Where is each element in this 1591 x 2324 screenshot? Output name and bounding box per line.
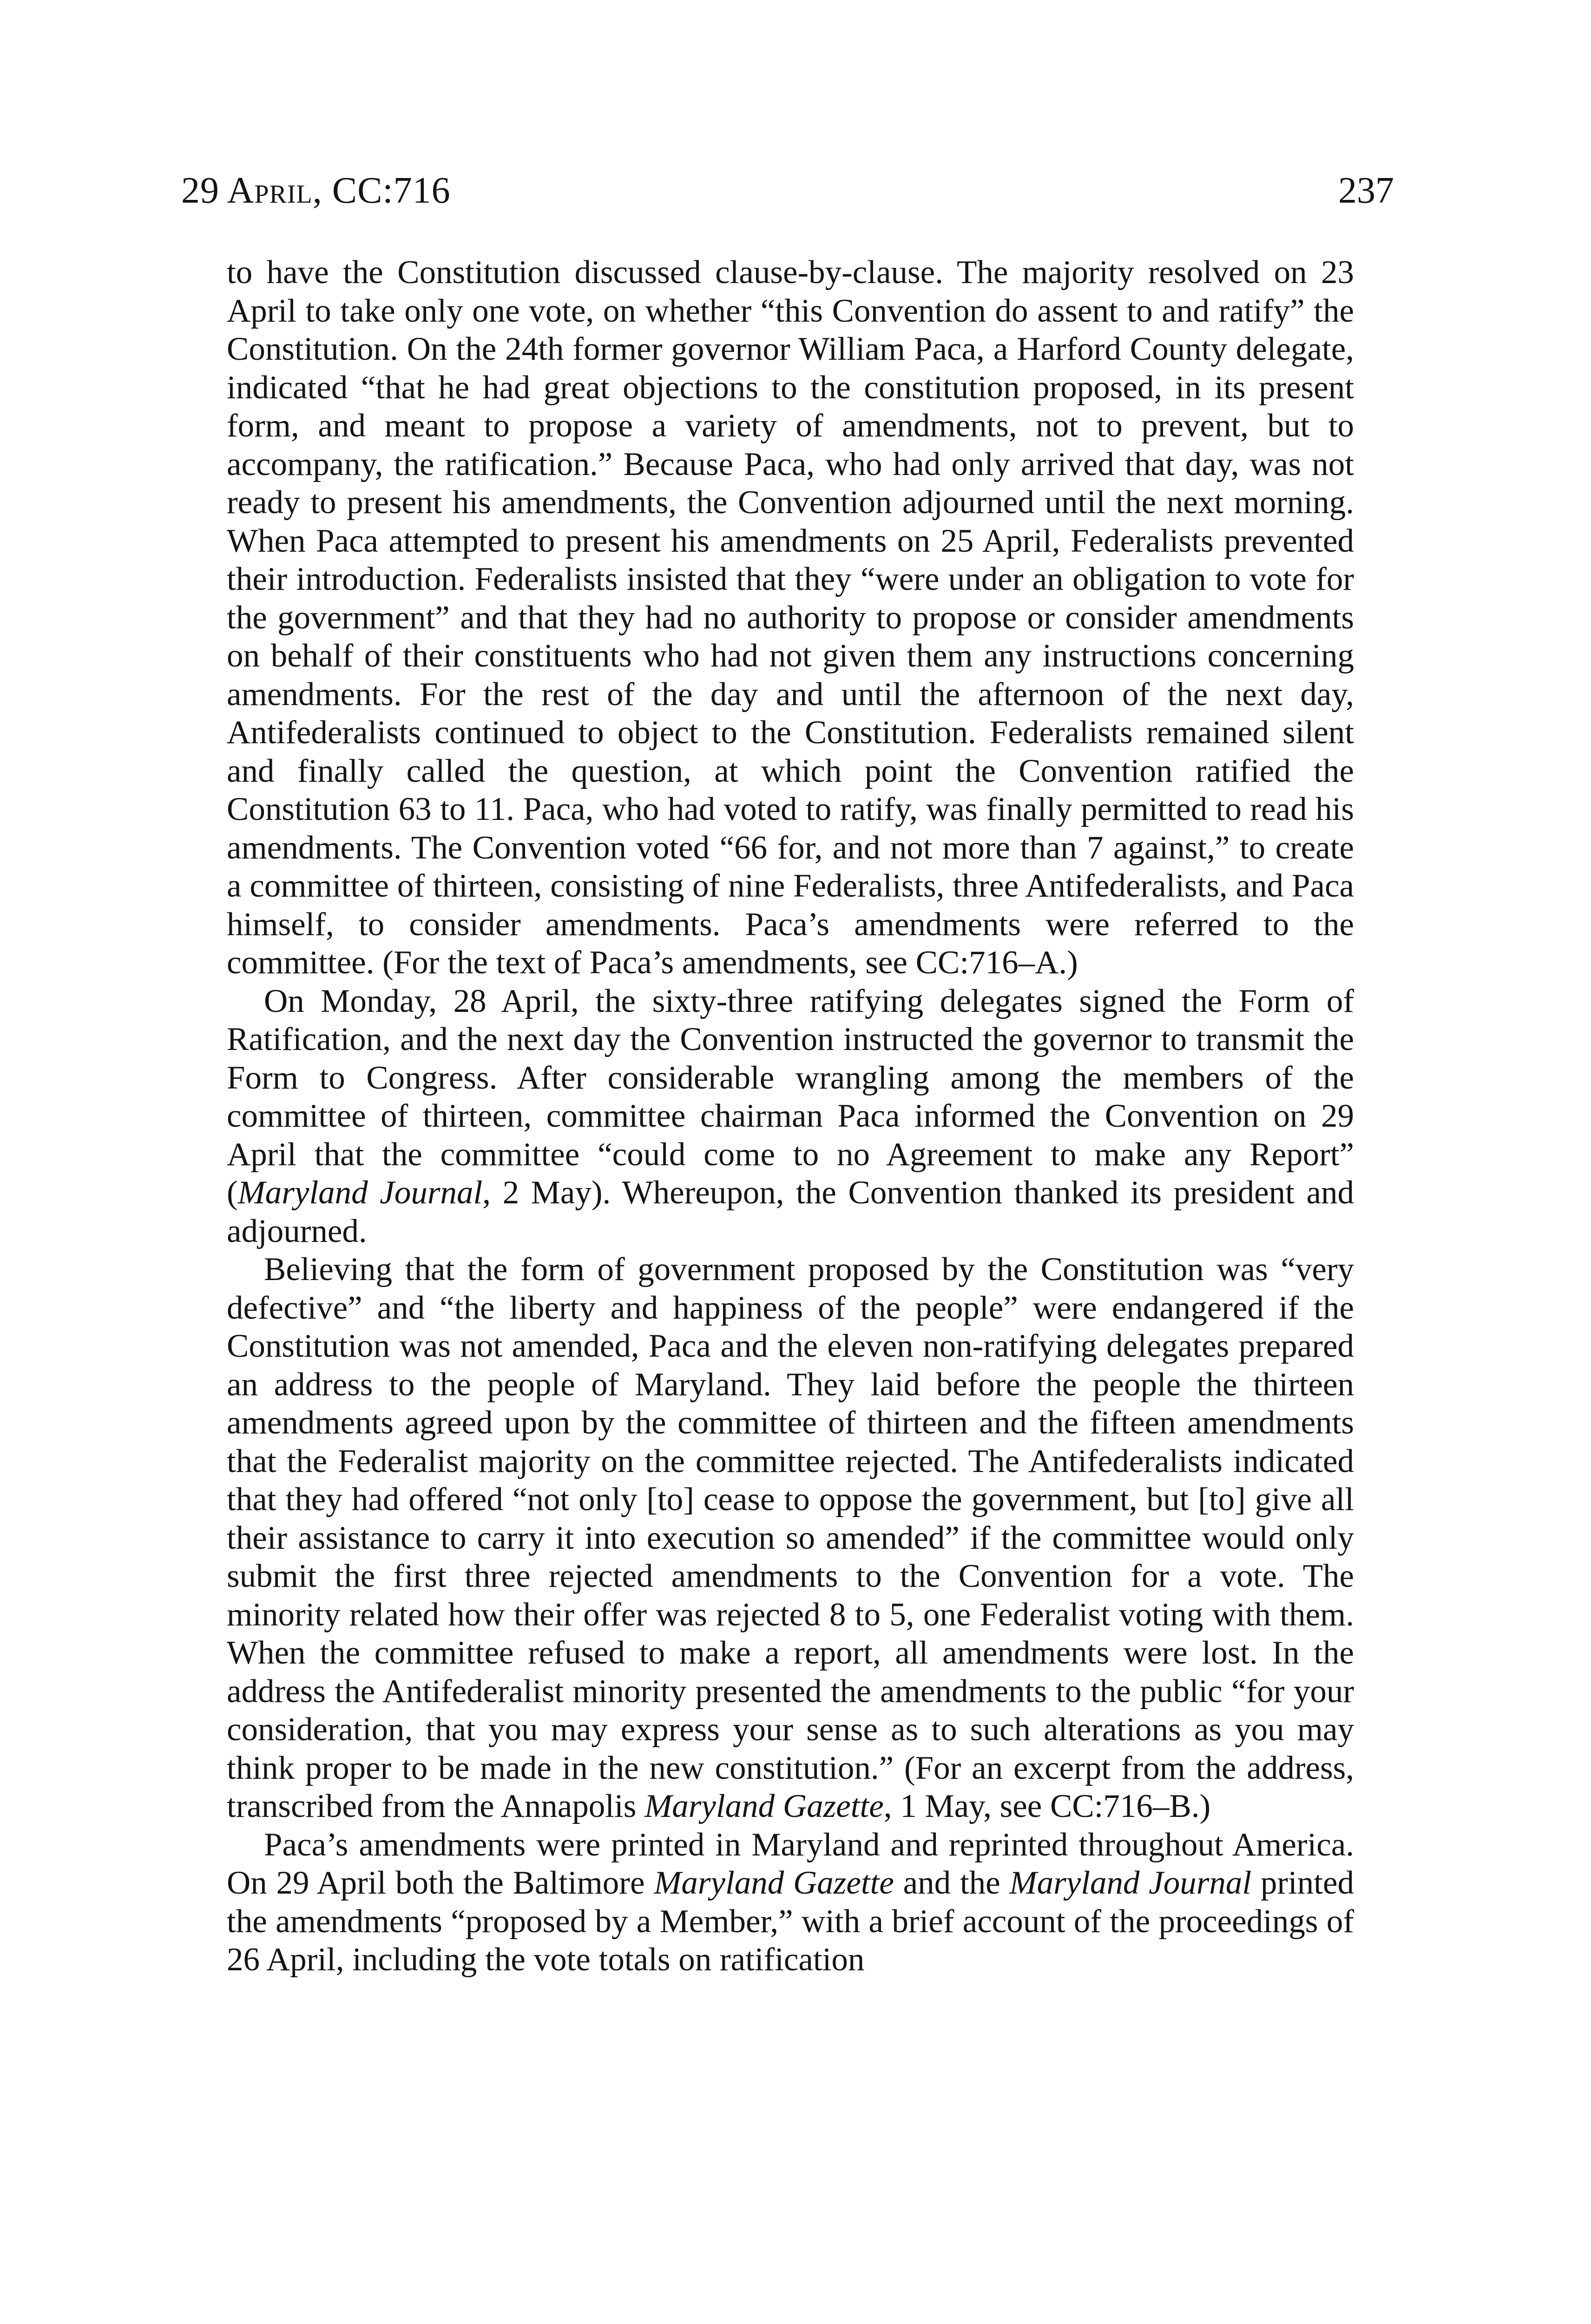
paragraph-2-italic-title: Maryland Journal (237, 1175, 483, 1211)
running-head-title: 29 April, CC:716 (181, 170, 451, 211)
body-text (227, 253, 1354, 1979)
paragraph-3 (227, 1250, 1354, 1826)
paragraph-4-text-c: printed the amendments “proposed by a Member,” with a brief account of the proceedings of 26 April, including the vote totals on ratification (227, 1865, 1354, 1978)
paragraph-4-text-a: Paca’s amendments were printed in Maryland and reprinted throughout America. On 29 April both the Baltimore (227, 1826, 1354, 1901)
paragraph-2 (227, 982, 1354, 1251)
paragraph-3-text-b: , 1 May, see CC:716–B.) (883, 1788, 1211, 1824)
paragraph-4-italic-title-2: Maryland Journal (1009, 1865, 1252, 1901)
paragraph-4 (227, 1826, 1354, 1979)
paragraph-3-italic-title: Maryland Gazette (644, 1788, 884, 1824)
paragraph-2-text-a: On Monday, 28 April, the sixty-three ratifying delegates signed the Form of Ratification, and the next day the Convention instructed the governor to transmit the Form to Congress. After considerable wrangling among the members of the committee of thirteen, committee chairman Paca informed the Convention on 29 April that the committee “could come to no Agreement to make any Report” ( (227, 983, 1354, 1211)
paragraph-1 (227, 253, 1354, 982)
running-head (181, 165, 1394, 216)
page-number: 237 (1338, 170, 1394, 211)
paragraph-3-text-a: Believing that the form of government proposed by the Constitution was “very defective” and “the liberty and happiness of the people” were endangered if the Constitution was not amended, Paca and the eleven non-ratifying delegates prepared an address to the people of Maryland. They laid before the people the thirteen amendments agreed upon by the committee of thirteen and the fifteen amendments that the Federalist majority on the committee rejected. The Antifederalists indicated that they had offered “not only [to] cease to oppose the government, but [to] give all their assistance to carry it into execution so amended” if the committee would only submit the first three rejected amendments to the Convention for a vote. The minority related how their offer was rejected 8 to 5, one Federalist voting with them. When the committee refused to make a report, all amendments were lost. In the address the Antifederalist minority presented the amendments to the public “for your consideration, that you may express your sense as to such alterations as you may think proper to be made in the new constitution.” (For an excerpt from the address, transcribed from the Annapolis (227, 1251, 1354, 1824)
paragraph-1-text: to have the Constitution discussed clause-by-clause. The majority resolved on 23 April to take only one vote, on whether “this Convention do assent to and ratify” the Constitution. On the 24th former governor William Paca, a Harford County delegate, indicated “that he had great objections to the constitution proposed, in its present form, and meant to propose a variety of amendments, not to prevent, but to accompany, the ratification.” Because Paca, who had only arrived that day, was not ready to present his amendments, the Convention adjourned until the next morning. When Paca attempted to present his amendments on 25 April, Federalists prevented their introduction. Federalists insisted that they “were under an obligation to vote for the government” and that they had no authority to propose or consider amendments on behalf of their constituents who had not given them any instructions concerning amendments. For the rest of the day and until the afternoon of the next day, Antifederalists continued to object to the Constitution. Federalists remained silent and finally called the question, at which point the Convention ratified the Constitution 63 to 11. Paca, who had voted to ratify, was finally permitted to read his amendments. The Convention voted “66 for, and not more than 7 against,” to create a committee of thirteen, consisting of nine Federalists, three Antifederalists, and Paca himself, to consider amendments. Paca’s amendments were referred to the committee. (For the text of Paca’s amendments, see CC:716–A.) (227, 254, 1354, 981)
paragraph-4-text-b: and the (894, 1865, 1010, 1901)
paragraph-2-text-b: , 2 May). Whereupon, the Convention thanked its president and adjourned. (227, 1175, 1354, 1249)
paragraph-4-italic-title-1: Maryland Gazette (654, 1865, 894, 1901)
